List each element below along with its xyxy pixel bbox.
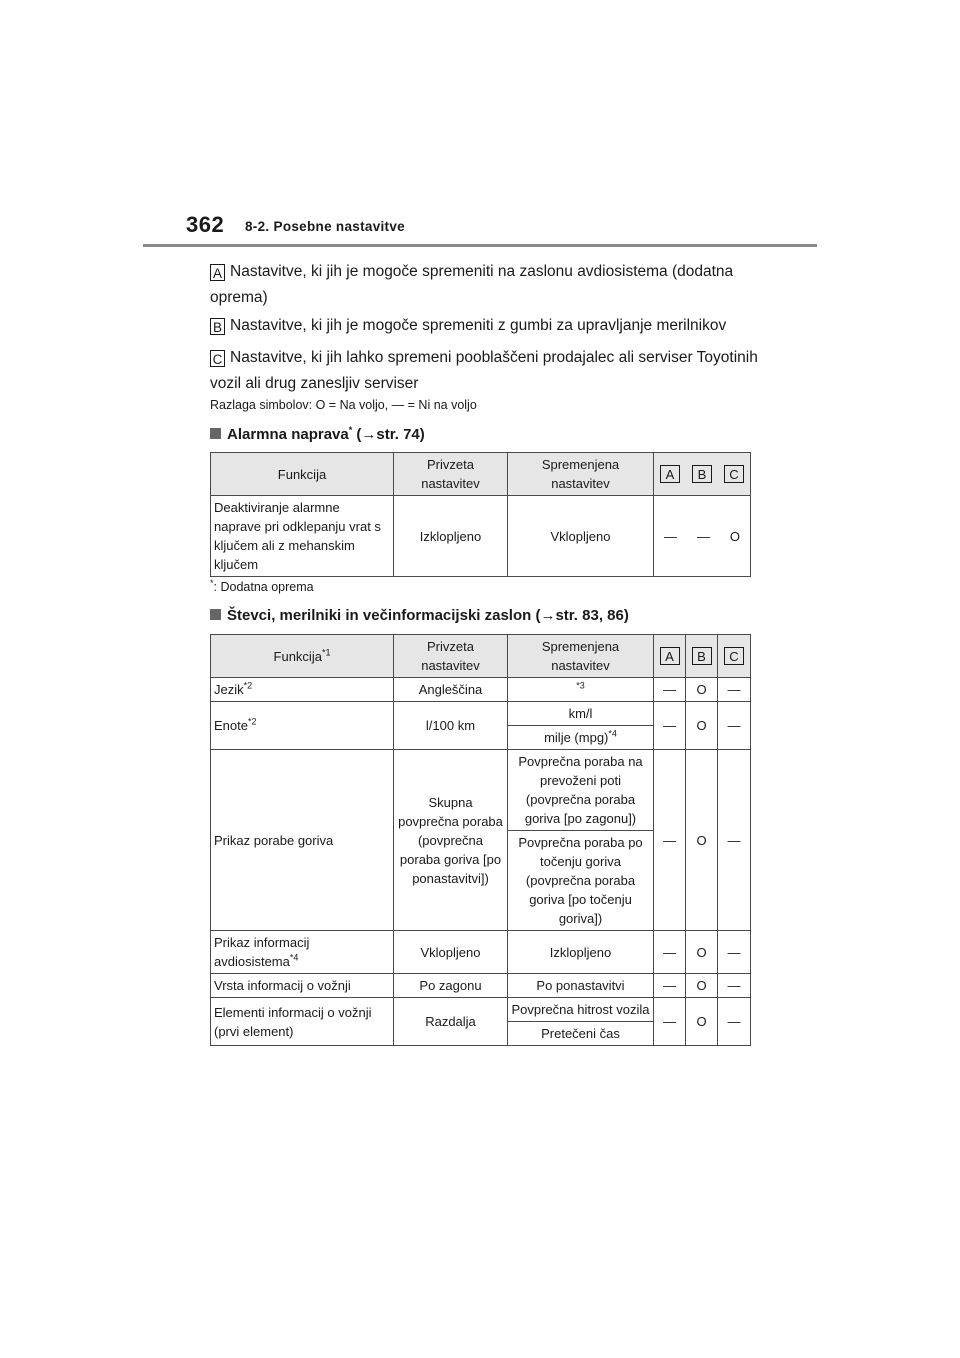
cell-default: Angleščina bbox=[394, 678, 508, 702]
table-header-row bbox=[211, 453, 751, 496]
cell-c: — bbox=[718, 702, 751, 750]
function-sup: *1 bbox=[321, 647, 331, 658]
cell-b: O bbox=[686, 678, 718, 702]
intro-b bbox=[210, 313, 770, 339]
section2-heading bbox=[210, 607, 629, 624]
square-bullet-icon bbox=[210, 609, 221, 620]
symbol-legend: Razlaga simbolov: O = Na voljo, — = Ni na voljo bbox=[210, 398, 477, 412]
table-row bbox=[211, 678, 751, 702]
intro-a bbox=[210, 259, 770, 311]
cell-b: O bbox=[686, 974, 718, 998]
cell-function: Deaktiviranje alarmne naprave pri odklepanju vrat s ključem ali z mehanskim ključem bbox=[211, 496, 394, 577]
cell-default: Po zagonu bbox=[394, 974, 508, 998]
cell-default: Razdalja bbox=[394, 998, 508, 1046]
cell-changed: Po ponastavitvi bbox=[508, 974, 654, 998]
cell-function: Elementi informacij o vožnji (prvi element) bbox=[211, 998, 394, 1046]
meter-settings-table bbox=[210, 634, 751, 1046]
footnote bbox=[210, 577, 314, 594]
intro-b-text: Nastavitve, ki jih je mogoče spremeniti z gumbi za upravljanje merilnikov bbox=[230, 317, 727, 334]
cell-c: — bbox=[718, 750, 751, 931]
cell-changed: milje (mpg)$^{*4}$ bbox=[508, 726, 654, 750]
section-title: 8-2. Posebne nastavitve bbox=[245, 219, 405, 234]
col-function: Funkcija bbox=[211, 453, 394, 496]
intro-c bbox=[210, 345, 770, 397]
col-changed: Spremenjena nastavitev bbox=[508, 453, 654, 496]
cell-a: — bbox=[654, 974, 686, 998]
cell-abc bbox=[654, 496, 751, 577]
cell-changed: Izklopljeno bbox=[508, 931, 654, 974]
col-a: A bbox=[654, 635, 686, 678]
letter-a-box: A bbox=[210, 264, 225, 281]
col-abc bbox=[654, 453, 751, 496]
cell-b: O bbox=[686, 750, 718, 931]
footnote-text: : Dodatna oprema bbox=[213, 580, 314, 594]
section1-title-sup: * bbox=[348, 425, 353, 435]
section1-title-ref: (→str. 74) bbox=[352, 426, 425, 443]
col-changed: Spremenjena nastavitev bbox=[508, 635, 654, 678]
cell-b: O bbox=[686, 702, 718, 750]
cell-b: O bbox=[686, 998, 718, 1046]
section1-heading bbox=[210, 426, 425, 443]
letter-b-box: B bbox=[210, 318, 225, 335]
cell-default: Skupna povprečna poraba (povprečna poraba goriva [po ponastavitvi]) bbox=[394, 750, 508, 931]
cell-default: Izklopljeno bbox=[394, 496, 508, 577]
alarm-settings-table bbox=[210, 452, 751, 577]
table-row bbox=[211, 931, 751, 974]
table-header-row bbox=[211, 635, 751, 678]
cell-changed: Povprečna poraba na prevoženi poti (povprečna poraba goriva [po zagonu]) bbox=[508, 750, 654, 831]
footnote-mark: * bbox=[210, 577, 214, 588]
page-number: 362 bbox=[186, 212, 225, 237]
header-divider bbox=[143, 244, 817, 247]
cell-c: — bbox=[718, 678, 751, 702]
cell-c: — bbox=[718, 974, 751, 998]
cell-changed: *3 bbox=[508, 678, 654, 702]
cell-changed: Vklopljeno bbox=[508, 496, 654, 577]
cell-function: Enote$^{*2}$ bbox=[211, 702, 394, 750]
col-default: Privzeta nastavitev bbox=[394, 453, 508, 496]
col-c: C bbox=[724, 465, 744, 483]
cell-changed: km/l bbox=[508, 702, 654, 726]
cell-a: — bbox=[663, 528, 677, 544]
table-row bbox=[211, 998, 751, 1022]
table-row bbox=[211, 702, 751, 726]
col-default: Privzeta nastavitev bbox=[394, 635, 508, 678]
square-bullet-icon bbox=[210, 428, 221, 439]
cell-b: O bbox=[686, 931, 718, 974]
cell-changed: Pretečeni čas bbox=[508, 1022, 654, 1046]
cell-a: — bbox=[654, 998, 686, 1046]
letter-c-box: C bbox=[210, 350, 225, 367]
cell-c: — bbox=[718, 931, 751, 974]
col-c: C bbox=[718, 635, 751, 678]
intro-a-text: Nastavitve, ki jih je mogoče spremeniti na zaslonu avdiosistema (dodatna oprema) bbox=[210, 263, 734, 306]
table-row bbox=[211, 496, 751, 577]
col-function: Funkcija$^{*1}$ bbox=[211, 635, 394, 678]
cell-default: l/100 km bbox=[394, 702, 508, 750]
cell-a: — bbox=[654, 678, 686, 702]
col-b: B bbox=[686, 635, 718, 678]
intro-c-text: Nastavitve, ki jih lahko spremeni pooblaščeni prodajalec ali serviser Toyotinih vozil ali drug zanesljiv serviser bbox=[210, 349, 758, 392]
col-a: A bbox=[660, 465, 680, 483]
col-b: B bbox=[692, 465, 712, 483]
table-row bbox=[211, 974, 751, 998]
section1-title-main: Alarmna naprava bbox=[227, 426, 349, 443]
section2-title: Števci, merilniki in večinformacijski zaslon (→str. 83, 86) bbox=[227, 607, 629, 624]
cell-function: Jezik$^{*2}$ bbox=[211, 678, 394, 702]
cell-function: Prikaz porabe goriva bbox=[211, 750, 394, 931]
cell-a: — bbox=[654, 931, 686, 974]
cell-changed: Povprečna hitrost vozila bbox=[508, 998, 654, 1022]
cell-function: Vrsta informacij o vožnji bbox=[211, 974, 394, 998]
cell-c: O bbox=[729, 528, 740, 544]
cell-a: — bbox=[654, 702, 686, 750]
cell-b: — bbox=[696, 528, 710, 544]
cell-function: Prikaz informacij avdiosistema$^{*4}$ bbox=[211, 931, 394, 974]
cell-c: — bbox=[718, 998, 751, 1046]
cell-default: Vklopljeno bbox=[394, 931, 508, 974]
cell-changed: Povprečna poraba po točenju goriva (povprečna poraba goriva [po točenju goriva]) bbox=[508, 831, 654, 931]
table-row bbox=[211, 750, 751, 831]
cell-a: — bbox=[654, 750, 686, 931]
